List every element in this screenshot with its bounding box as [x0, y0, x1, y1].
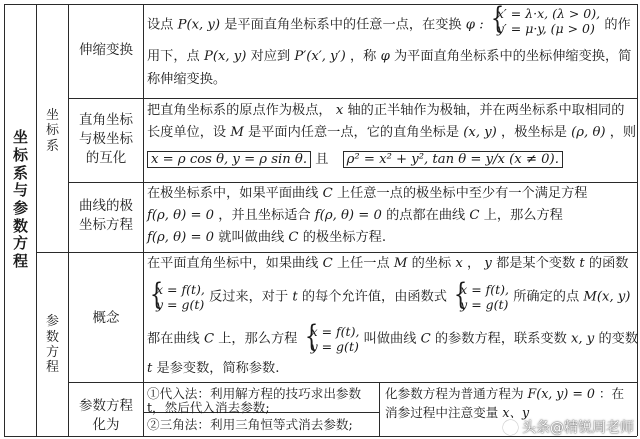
- watermark-logo-icon: [503, 420, 518, 435]
- conversion-formula-2: ρ² = x² + y², tan θ = y/x (x ≠ 0).: [343, 151, 563, 168]
- title-char: 方: [45, 345, 59, 360]
- title-char: 系: [12, 163, 28, 182]
- title-char: 参: [12, 199, 28, 217]
- topic-param-to-ordinary: 参数方程 化为: [79, 398, 133, 433]
- title-char: 坐: [45, 108, 59, 123]
- column-divider: [379, 382, 380, 436]
- topic-rect-polar-conversion: 直角坐标与极坐标的互化: [79, 111, 133, 166]
- column-divider: [143, 4, 144, 436]
- title-char: 坐: [12, 128, 28, 147]
- title-char: 数: [45, 329, 59, 345]
- parametric-system: { x = f(t), y = g(t): [149, 277, 205, 312]
- conversion-methods-right: 化参数方程为普通方程为 F(x, y) = 0 ：在 消参过程中注意变量 x、y: [385, 386, 625, 420]
- title-char: 程: [12, 252, 28, 271]
- concept-content: 在平面直角坐标中，如果曲线 C 上任一点 M 的坐标 x ， y 都是某个变数 t 的函数 { x = f(t), y = g(t) 反过来，对于 t 的每个允许值，由函数式 { x = f(t), y = g(t) 所确定的点 M(x, y) 都在曲线 C 上，那么方程 { x = f(t), y = g(t) 叫做曲线 C 的参数方程，联系变数 x, y 的变数 t 是参变数，简称参数.: [147, 256, 639, 376]
- topic-concept: 概念: [92, 309, 120, 326]
- title-char: 标: [45, 123, 59, 139]
- polar-equation-content: 在极坐标系中，如果平面曲线 C 上任意一点的极坐标中至少有一个满足方程 f(ρ, θ) = 0 ，并且坐标适合 f(ρ, θ) = 0 的点都在曲线 C 上，那么方程 f(ρ, θ) = 0 就叫做曲线 C 的极坐标方程.: [147, 186, 588, 245]
- group-title-coordinate-system: [37, 96, 68, 166]
- title-char: 标: [12, 145, 28, 164]
- title-char: 方: [12, 234, 28, 253]
- topic-polar-equation: 曲线的极坐标方程: [79, 198, 133, 233]
- scaling-transform-content: 设点 P(x, y) 是平面直角坐标系中的任意一点，在变换 φ : { x′ = λ·x, (λ > 0), y′ = μ·y, (μ > 0) 的作 用下，点 P(x, y) 对应到 P′(x′, y′) ，称 φ 为平面直角坐标系中的坐标伸缩变换，简 称伸缩变换。: [147, 1, 632, 87]
- rect-polar-content: 把直角坐标系的原点作为极点， x 轴的正半轴作为极轴，并在两坐标系中取相同的 长度单位，设 M 是平面内任意一点，它的直角坐标是 (x, y) ，极坐标是 (ρ, θ) ，则 x = ρ cos θ, y = ρ sin θ. 且 ρ² = x² + y², tan θ = y/x (x ≠ 0).: [147, 103, 637, 167]
- scaling-formula: { x′ = λ·x, (λ > 0), y′ = μ·y, (μ > 0): [490, 1, 601, 36]
- section-title: [5, 100, 36, 300]
- topic-scaling-transform: 伸缩变换: [79, 41, 133, 58]
- conversion-formula-1: x = ρ cos θ, y = ρ sin θ.: [147, 151, 311, 168]
- parametric-system: { x = f(t), y = g(t): [454, 277, 510, 312]
- group-title-parametric-equations: [37, 300, 68, 390]
- title-char: 程: [45, 360, 59, 376]
- table-border-right: [637, 4, 638, 436]
- title-char: 参: [45, 314, 59, 330]
- table-border-top: [4, 4, 637, 5]
- parametric-system: { x = f(t), y = g(t): [304, 319, 360, 354]
- title-char: 数: [12, 216, 28, 235]
- conversion-methods-left: ①代入法：利用解方程的技巧求出参数 t，然后代入消去参数; ②三角法：利用三角恒等式消去参数;: [147, 386, 362, 432]
- watermark: 头条@精锐周老师: [503, 417, 634, 437]
- title-char: 与: [12, 181, 28, 200]
- title-char: 系: [45, 138, 59, 154]
